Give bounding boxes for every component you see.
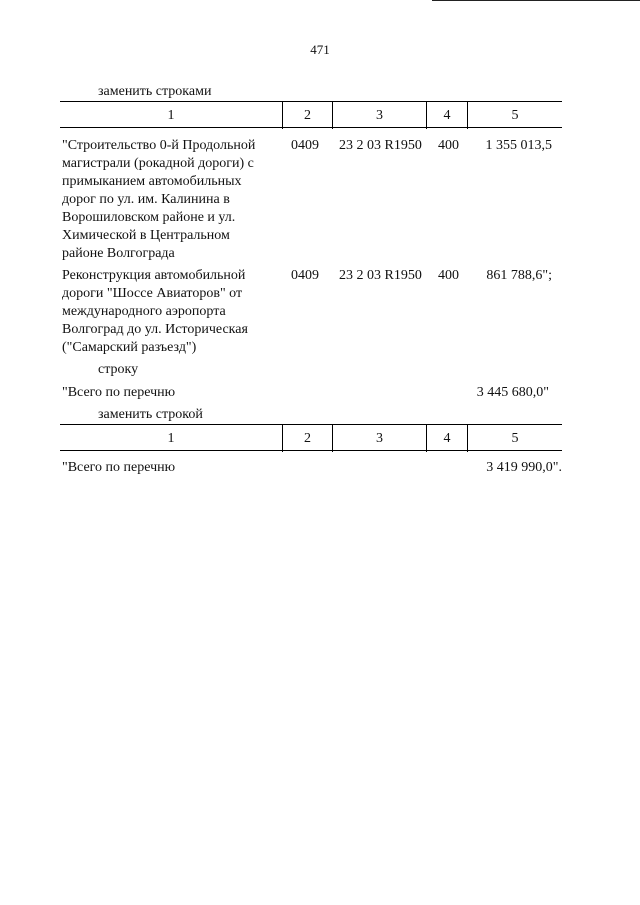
row-1-line: магистрали (рокадной дороги) с — [62, 156, 254, 171]
header-col-5: 5 — [467, 102, 562, 129]
row-1-type: 400 — [438, 138, 459, 153]
row-1-target: 23 2 03 R1950 — [339, 138, 422, 153]
row-1-line: примыканием автомобильных — [62, 174, 242, 189]
header-col-4: 4 — [426, 425, 467, 452]
header-col-3: 3 — [332, 102, 426, 129]
header-col-1: 1 — [167, 431, 175, 446]
row-1-amount: 1 355 013,5 — [485, 138, 552, 153]
page-number: 471 — [310, 42, 330, 57]
row-2-name — [62, 267, 287, 357]
row-1-line: районе Волгограда — [62, 246, 175, 261]
new-total-label: "Всего по перечню — [62, 460, 176, 475]
instruction-row: строку — [98, 362, 139, 377]
table-header-1 — [60, 101, 562, 128]
row-1-section: 0409 — [291, 138, 319, 153]
row-2-line: международного аэропорта — [62, 304, 226, 319]
header-col-4: 4 — [426, 102, 467, 129]
old-total-amount: 3 445 680,0" — [476, 385, 549, 400]
row-2-target: 23 2 03 R1950 — [339, 268, 422, 283]
header-col-2: 2 — [282, 425, 332, 452]
header-col-5: 5 — [467, 425, 562, 452]
old-total-label: "Всего по перечню — [62, 385, 176, 400]
header-col-3: 3 — [332, 425, 426, 452]
top-rule — [432, 0, 640, 1]
row-1-name — [62, 137, 287, 263]
row-2-line: Реконструкция автомобильной — [62, 268, 246, 283]
row-1-line: дорог по ул. им. Калинина в — [62, 192, 230, 207]
row-1-line: "Строительство 0-й Продольной — [62, 138, 256, 153]
row-1-line: Ворошиловском районе и ул. — [62, 210, 236, 225]
row-2-section: 0409 — [291, 268, 319, 283]
new-total-amount: 3 419 990,0". — [486, 460, 562, 475]
row-2-line: Волгоград до ул. Историческая — [62, 322, 248, 337]
row-2-type: 400 — [438, 268, 459, 283]
row-2-line: дороги "Шоссе Авиаторов" от — [62, 286, 243, 301]
instruction-replace-rows: заменить строками — [98, 84, 212, 99]
table-header-2 — [60, 424, 562, 451]
header-col-2: 2 — [282, 102, 332, 129]
row-2-line: ("Самарский разъезд") — [62, 340, 197, 355]
instruction-replace-row: заменить строкой — [98, 407, 203, 422]
row-1-line: Химической в Центральном — [62, 228, 230, 243]
header-col-1: 1 — [167, 108, 175, 123]
row-2-amount: 861 788,6"; — [486, 268, 552, 283]
